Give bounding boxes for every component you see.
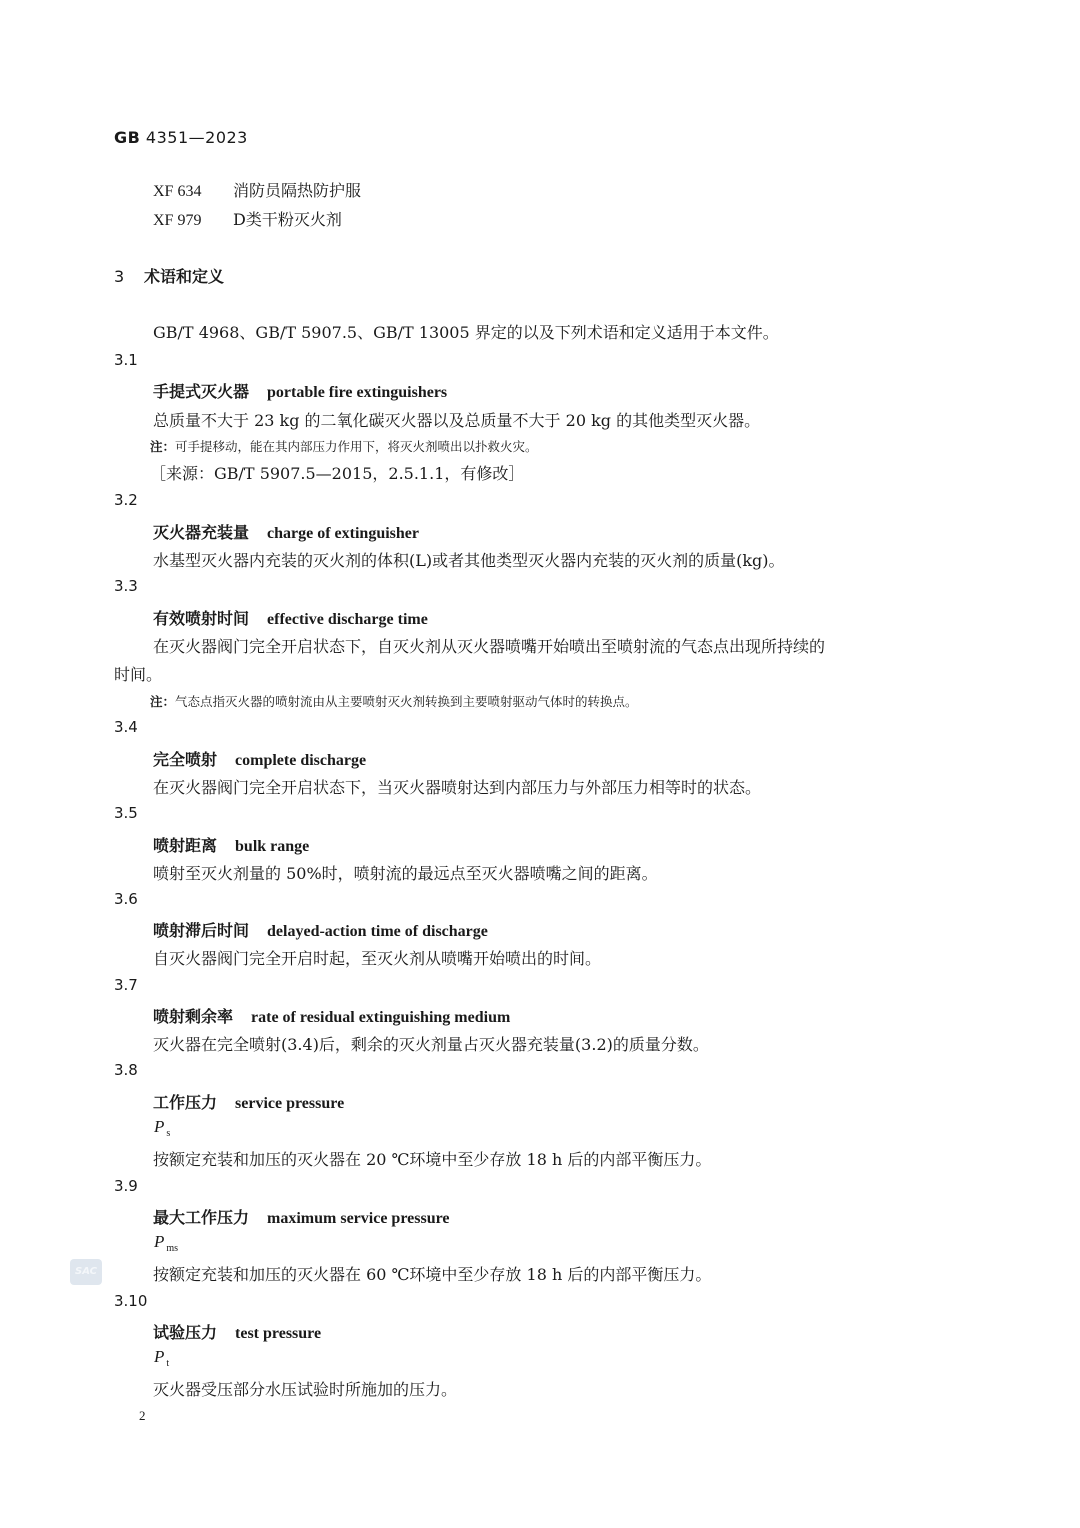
- term-note: 注：气态点指灭火器的喷射流由从主要喷射灭火剂转换到主要喷射驱动气体时的转换点。: [150, 694, 638, 709]
- term-definition: 总质量不大于 23 kg 的二氧化碳灭火器以及总质量不大于 20 kg 的其他类型灭火器。: [153, 411, 761, 430]
- term-definition: 水基型灭火器内充装的灭火剂的体积(L)或者其他类型灭火器内充装的灭火剂的质量(kg)。: [153, 551, 785, 570]
- term-title: 喷射剩余率 rate of residual extinguishing medium: [153, 1007, 511, 1026]
- term-definition-continued: 时间。: [114, 665, 163, 684]
- term-definition: 自灭火器阀门完全开启时起，至灭火剂从喷嘴开始喷出的时间。: [153, 949, 602, 968]
- term-title: 完全喷射 complete discharge: [153, 750, 367, 769]
- term-number: 3.5: [114, 804, 138, 822]
- term-title: 喷射滞后时间 delayed-action time of discharge: [153, 921, 488, 940]
- page-number: 2: [139, 1408, 146, 1423]
- section-heading: 3 术语和定义: [114, 267, 225, 286]
- term-definition: 在灭火器阀门完全开启状态下，自灭火剂从灭火器喷嘴开始喷出至喷射流的气态点出现所持续的: [153, 637, 826, 656]
- reference-item: XF 634 消防员隔热防护服: [153, 181, 362, 200]
- term-title: 最大工作压力 maximum service pressure: [153, 1208, 450, 1227]
- intro-paragraph: GB/T 4968、GB/T 5907.5、GB/T 13005 界定的以及下列术语和定义适用于本文件。: [153, 323, 779, 342]
- term-number: 3.6: [114, 890, 138, 908]
- term-number: 3.10: [114, 1292, 148, 1310]
- term-number: 3.8: [114, 1061, 138, 1079]
- term-source: ［来源：GB/T 5907.5—2015，2.5.1.1，有修改］: [150, 464, 525, 483]
- term-number: 3.1: [114, 351, 138, 369]
- term-number: 3.7: [114, 976, 138, 994]
- reference-item: XF 979 D类干粉灭火剂: [153, 210, 342, 229]
- term-number: 3.4: [114, 718, 138, 736]
- term-title: 灭火器充装量 charge of extinguisher: [153, 523, 419, 542]
- term-number: 3.9: [114, 1177, 138, 1195]
- term-definition: 在灭火器阀门完全开启状态下，当灭火器喷射达到内部压力与外部压力相等时的状态。: [153, 778, 762, 797]
- term-title: 手提式灭火器 portable fire extinguishers: [153, 382, 448, 401]
- term-definition: 按额定充装和加压的灭火器在 20 ℃环境中至少存放 18 h 后的内部平衡压力。: [153, 1150, 712, 1169]
- term-title: 试验压力 test pressure: [153, 1323, 322, 1342]
- term-title: 有效喷射时间 effective discharge time: [153, 609, 428, 628]
- term-symbol: P $_s$: [154, 1117, 171, 1139]
- sac-watermark-logo: SAC: [70, 1259, 102, 1285]
- term-symbol: P $_{ms}$: [154, 1232, 179, 1254]
- term-title: 工作压力 service pressure: [153, 1093, 345, 1112]
- term-note: 注：可手提移动，能在其内部压力作用下，将灭火剂喷出以扑救火灾。: [150, 439, 538, 454]
- standard-number: GB 4351—2023: [114, 128, 248, 147]
- term-definition: 按额定充装和加压的灭火器在 60 ℃环境中至少存放 18 h 后的内部平衡压力。: [153, 1265, 712, 1284]
- term-number: 3.3: [114, 577, 138, 595]
- term-definition: 灭火器在完全喷射(3.4)后，剩余的灭火剂量占灭火器充装量(3.2)的质量分数。: [153, 1035, 709, 1054]
- term-definition: 灭火器受压部分水压试验时所施加的压力。: [153, 1380, 458, 1399]
- term-title: 喷射距离 bulk range: [153, 836, 310, 855]
- term-number: 3.2: [114, 491, 138, 509]
- term-symbol: P $_t$: [154, 1347, 170, 1369]
- term-definition: 喷射至灭火剂量的 50%时，喷射流的最远点至灭火器喷嘴之间的距离。: [153, 864, 658, 883]
